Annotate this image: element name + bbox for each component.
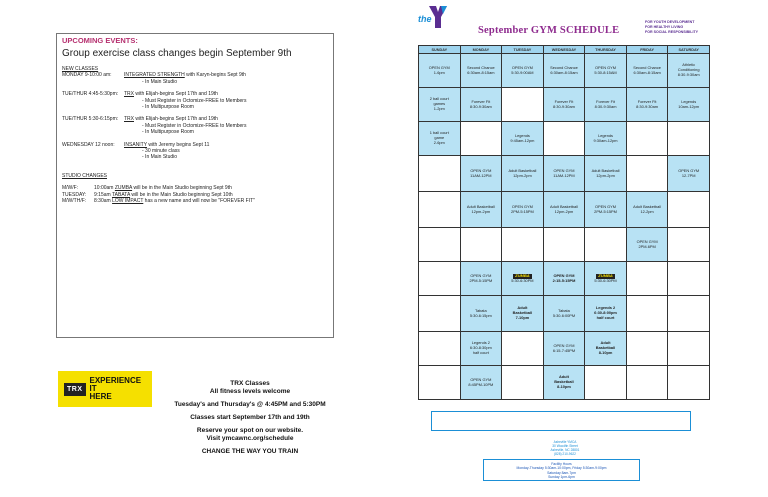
class-note: - Must Register in Octomize-FREE to Members: [142, 122, 247, 129]
schedule-cell: Adult Basketball 12pm-2pm: [460, 192, 502, 228]
trx-logo: TRX: [64, 383, 86, 396]
schedule-cell: [668, 122, 710, 156]
schedule-cell: OPEN GYM 2:15-5:15PM: [543, 262, 585, 296]
schedule-cell: [419, 156, 461, 192]
schedule-cell: [419, 192, 461, 228]
schedule-cell: Adult Basketball 12pm-2pm: [543, 192, 585, 228]
studio-desc: 9:15am TABATA will be in the Main Studio beginning Sept 10th: [94, 191, 233, 198]
class-note: - Must Register in Octomize-FREE to Members: [142, 97, 247, 104]
schedule-cell: Tabata 5:30-6:00PM: [543, 296, 585, 332]
schedule-row: [419, 88, 710, 122]
schedule-cell: Forever Fit 8:30-9:30am: [543, 88, 585, 122]
schedule-cell: 2 ball court games 1-2pm: [419, 88, 461, 122]
class-when: TUE/THUR 5:30-6:15pm:: [62, 116, 119, 123]
day-header: SATURDAY: [668, 46, 710, 54]
schedule-cell: [460, 228, 502, 262]
schedule-row: [419, 228, 710, 262]
schedule-cell: [502, 366, 544, 400]
promo-line: All fitness levels welcome: [209, 388, 291, 395]
schedule-cell: [543, 122, 585, 156]
schedule-cell: Second Chance 6:30am-8:15am: [626, 54, 668, 88]
schedule-cell: [502, 228, 544, 262]
schedule-row: [419, 262, 710, 296]
class-note: - In Main Studio: [142, 78, 178, 85]
upcoming-headline: Group exercise class changes begin September 9th: [62, 48, 292, 59]
studio-class-name: TABATA: [111, 191, 131, 198]
schedule-cell: [419, 366, 461, 400]
class-name: TRX: [124, 91, 134, 98]
schedule-cell: [626, 122, 668, 156]
class-name: TRX: [124, 116, 134, 123]
schedule-cell: [502, 88, 544, 122]
schedule-row: [419, 366, 710, 400]
schedule-cell: Forever Fit 8:30-9:30am: [460, 88, 502, 122]
day-header: MONDAY: [460, 46, 502, 54]
schedule-row: [419, 122, 710, 156]
class-desc: TRX with Elijah-begins Sept 17th and 19th: [124, 116, 218, 123]
studio-days: M/W/F:: [62, 185, 79, 192]
day-header: TUESDAY: [502, 46, 544, 54]
promo-line: Tuesday's and Thursday's @ 4:45PM and 5:30PM: [174, 401, 326, 408]
schedule-cell: [419, 262, 461, 296]
class-note: - 30 minute class: [142, 148, 180, 155]
studio-changes-label: STUDIO CHANGES: [62, 172, 108, 179]
schedule-cell: OPEN GYM 1-6pm: [419, 54, 461, 88]
schedule-cell: [626, 156, 668, 192]
schedule-cell: Legends 10am-12pm: [668, 88, 710, 122]
schedule-cell: [419, 228, 461, 262]
trx-it: IT: [89, 384, 97, 393]
schedule-cell: Tabata 5:30-6:15pm: [460, 296, 502, 332]
schedule-cell: [626, 332, 668, 366]
new-classes-list: [62, 72, 328, 160]
class-name: INTEGRATED STRENGTH: [124, 72, 185, 79]
schedule-cell: Adult Basketball 8-10pm: [585, 332, 627, 366]
schedule-cell: [626, 296, 668, 332]
schedule-cell: OPEN GYM 2PM-5:15PM: [460, 262, 502, 296]
studio-class-name: ZUMBA: [114, 185, 133, 192]
schedule-cell: OPEN GYM 2PM-5:15PM: [585, 192, 627, 228]
ymca-y-logo-icon: [428, 5, 448, 29]
promo-line: Visit ymcawnc.org/schedule: [206, 435, 294, 442]
schedule-cell: ZUMBA 5:30-6:30PM: [502, 262, 544, 296]
class-desc: INSANITY with Jeremy begins Sept 11: [124, 141, 210, 148]
studio-desc: 10:00am ZUMBA will be in the Main Studio beginning Sept 9th: [94, 185, 232, 192]
schedule-cell: [626, 262, 668, 296]
schedule-cell: Forever Fit 8:30-9:30am: [626, 88, 668, 122]
schedule-cell: OPEN GYM 2PM-6PM: [626, 228, 668, 262]
class-when: TUE/THUR 4:45-5:30pm:: [62, 91, 119, 98]
upcoming-events-panel: [56, 33, 334, 338]
schedule-cell: [668, 296, 710, 332]
gym-schedule-table: [418, 45, 710, 400]
schedule-row: [419, 156, 710, 192]
class-note: - In Multipurpose Room: [142, 104, 194, 111]
schedule-cell: OPEN GYM 12-7PM: [668, 156, 710, 192]
schedule-cell: Adult Basketball 12pm-2pm: [585, 156, 627, 192]
day-header: SUNDAY: [419, 46, 461, 54]
promo-line: Classes start September 17th and 19th: [190, 414, 310, 421]
schedule-cell: [668, 192, 710, 228]
new-classes-label: NEW CLASSES: [62, 66, 99, 72]
schedule-cell: Forever Fit 8:30-9:30am: [585, 88, 627, 122]
schedule-cell: OPEN GYM 11AM-12PM: [543, 156, 585, 192]
trx-experience: EXPERIENCE: [89, 376, 142, 385]
ymca-logo-the: the: [418, 14, 432, 24]
schedule-cell: [419, 332, 461, 366]
studio-changes-list: [62, 185, 328, 204]
schedule-cell: Adult Basketball 8-10pm: [543, 366, 585, 400]
schedule-cell: Legends 2 6:30-8:30pm half court: [460, 332, 502, 366]
schedule-cell: [626, 366, 668, 400]
studio-change: [62, 198, 328, 204]
class-note: - In Main Studio: [142, 154, 178, 161]
studio-days: M/W/TH/F:: [62, 198, 87, 205]
ymca-address: Asheville YMCA 30 Woodfin Street Asheville, NC 28801 (828) 210-9622: [550, 440, 580, 456]
zumba-logo-icon: ZUMBA: [515, 272, 530, 278]
day-header: FRIDAY: [626, 46, 668, 54]
schedule-cell: OPEN GYM 2PM-5:15PM: [502, 192, 544, 228]
trx-banner: [58, 371, 152, 407]
schedule-cell: OPEN GYM 5:30-9:00AM: [502, 54, 544, 88]
schedule-row: [419, 54, 710, 88]
schedule-cell: OPEN GYM 6:15-7:45PM: [543, 332, 585, 366]
schedule-cell: [668, 332, 710, 366]
schedule-row: [419, 296, 710, 332]
schedule-cell: [668, 366, 710, 400]
schedule-cell: [668, 262, 710, 296]
class-when: WEDNESDAY 12 noon:: [62, 141, 115, 148]
studio-days: TUESDAY:: [62, 191, 87, 198]
schedule-cell: Second Chance 6:30am-8:15am: [543, 54, 585, 88]
schedule-cell: Second Chance 6:30am-8:15am: [460, 54, 502, 88]
schedule-cell: [460, 122, 502, 156]
schedule-cell: Legends 9:45am-12pm: [502, 122, 544, 156]
schedule-row: [419, 332, 710, 366]
schedule-cell: OPEN GYM 5:30-8:15AM: [585, 54, 627, 88]
schedule-row: [419, 192, 710, 228]
schedule-cell: [585, 228, 627, 262]
studio-desc: 8:30am LOW IMPACT has a new name and will now be "FOREVER FIT": [94, 198, 255, 205]
class-desc: TRX with Elijah-begins Sept 17th and 19th: [124, 91, 218, 98]
class-note: - In Multipurpose Room: [142, 129, 194, 136]
schedule-cell: [585, 366, 627, 400]
facility-hours: Facility Hours Monday-Thursday 5:30am-10:00pm, Friday 5:30am-9:00pm Saturday 8am-7pm Sunday 1pm-6pm: [483, 459, 640, 481]
schedule-cell: 1 ball court game 2-6pm: [419, 122, 461, 156]
ymca-tagline: FOR YOUTH DEVELOPMENT FOR HEALTHY LIVING FOR SOCIAL RESPONSIBILITY: [645, 20, 699, 34]
promo-line: Reserve your spot on our website.: [196, 427, 304, 434]
schedule-cell: Adult Basketball 12-2pm: [626, 192, 668, 228]
schedule-cell: Legends 2 6:30-8:00pm half court: [585, 296, 627, 332]
notes-box: [431, 411, 691, 431]
class-desc: INTEGRATED STRENGTH with Karyn-begins Sept 9th: [124, 72, 246, 79]
schedule-cell: OPEN GYM 8:45PM-10PM: [460, 366, 502, 400]
schedule-cell: ZUMBA 5:30-6:30PM: [585, 262, 627, 296]
schedule-cell: Athletic Conditioning 8:30-9:30am: [668, 54, 710, 88]
day-header: THURSDAY: [585, 46, 627, 54]
trx-here: HERE: [89, 392, 112, 401]
schedule-cell: [502, 332, 544, 366]
class-when: MONDAY 9-10:00 am:: [62, 72, 112, 79]
schedule-cell: [419, 296, 461, 332]
day-header: WEDNESDAY: [543, 46, 585, 54]
upcoming-events-title: UPCOMING EVENTS:: [62, 36, 138, 45]
class-name: INSANITY: [124, 141, 147, 148]
trx-promo-text: [150, 380, 350, 456]
studio-class-name: LOW IMPACT: [112, 198, 144, 205]
schedule-cell: [668, 228, 710, 262]
zumba-logo-icon: ZUMBA: [598, 272, 613, 278]
schedule-cell: Adult Basketball 12pm-2pm: [502, 156, 544, 192]
schedule-cell: Adult Basketball 7-10pm: [502, 296, 544, 332]
schedule-cell: OPEN GYM 11AM-12PM: [460, 156, 502, 192]
schedule-title: September GYM SCHEDULE: [478, 25, 620, 36]
schedule-cell: Legends 9:30am-12pm: [585, 122, 627, 156]
promo-line: CHANGE THE WAY YOU TRAIN: [201, 448, 299, 455]
promo-line: TRX Classes: [230, 380, 270, 387]
schedule-cell: [543, 228, 585, 262]
